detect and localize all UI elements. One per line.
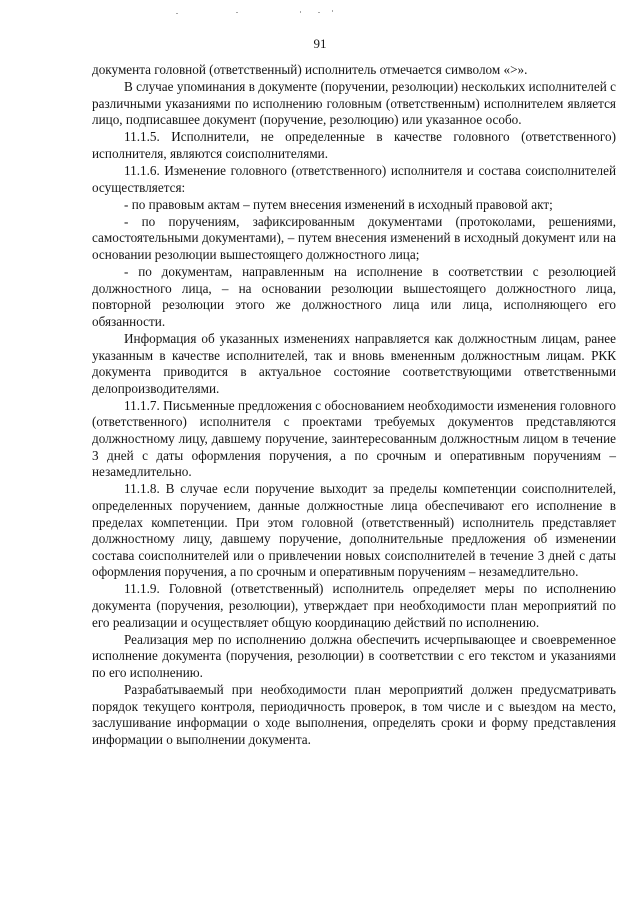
- list-item-legal-acts: - по правовым актам – путем внесения изменений в исходный правовой акт;: [124, 196, 553, 212]
- document-body: [92, 62, 616, 749]
- clause-11-1-5: 11.1.5. Исполнители, не определенные в качестве головного (ответственного) исполнителя, являются соисполнителями.: [92, 129, 616, 161]
- scan-artifact: [318, 12, 320, 13]
- scan-artifact: [176, 13, 178, 14]
- paragraph-action-plan: Разрабатываемый при необходимости план мероприятий должен предусматривать порядок текущего контроля, периодичность проверок, в том числе и с выездом на место, заслушивание информации о ходе выполнения, определять сроки и форму представления информации о выполнении документа.: [92, 681, 616, 747]
- scan-artifact: [300, 11, 301, 13]
- paragraph-change-information: Информация об указанных изменениях направляется как должностным лицам, ранее указанным в качестве исполнителей, так и вновь вмененным должностным лицам. РКК документа приводится в актуальное состояние соответствующими ответственными делопроизводителями.: [92, 331, 616, 396]
- clause-11-1-9: 11.1.9. Головной (ответственный) исполнитель определяет меры по исполнению документа (поручения, резолюции), утверждает при необходимости план мероприятий по его реализации и осуществляет общую координацию действий по исполнению.: [92, 581, 616, 630]
- page-number: 91: [313, 36, 327, 51]
- scan-artifact: [332, 10, 333, 12]
- list-item-documents: - по документам, направленным на исполнение в соответствии с резолюцией должностного лица, – на основании резолюции вышестоящего должностного лица, повторной резолюции этого же должностного лица или лица, исполняющего его обязанности.: [92, 264, 616, 329]
- clause-11-1-7: 11.1.7. Письменные предложения с обоснованием необходимости изменения головного (ответственного) исполнителя с проектами требуемых документов представляются должностному лицу, давшему поручение, заинтересованным должностным лицом в течение 3 дней с даты оформления поручения, а по срочным и оперативным поручениям – незамедлительно.: [92, 397, 616, 480]
- paragraph-implementation: Реализация мер по исполнению должна обеспечить исчерпывающее и своевременное исполнение документа (поручения, резолюции) в соответствии с его текстом и указаниями по его исполнению.: [92, 631, 616, 680]
- paragraph-continuation: документа головной (ответственный) исполнитель отмечается символом «>».: [92, 62, 528, 77]
- list-item-instructions: - по поручениям, зафиксированным документами (протоколами, решениями, самостоятельными документами), – путем внесения изменений в исходный документ или на основании резолюции вышестоящего должностного лица;: [92, 213, 616, 263]
- clause-11-1-6: 11.1.6. Изменение головного (ответственного) исполнителя и состава соисполнителей осуществляется:: [92, 163, 616, 195]
- clause-11-1-8: 11.1.8. В случае если поручение выходит за пределы компетенции соисполнителей, определенных поручением, данные должностные лица обеспечивают его исполнение в пределах компетенции. При этом головной (ответственный) исполнитель представляет должностному лицу, давшему поручение, дополнительные предложения об изменении состава соисполнителей или о привлечении новых соисполнителей в течение 3 дней с даты оформления поручения, а по срочным и оперативным поручениям – незамедлительно.: [92, 481, 616, 580]
- scan-artifact: [236, 12, 238, 13]
- paragraph-multiple-executors: В случае упоминания в документе (поручении, резолюции) нескольких исполнителей с различными указаниями по исполнению головным (ответственным) исполнителем является лицо, подписавшее документ (поручение, резолюцию) или указанное особо.: [92, 79, 616, 128]
